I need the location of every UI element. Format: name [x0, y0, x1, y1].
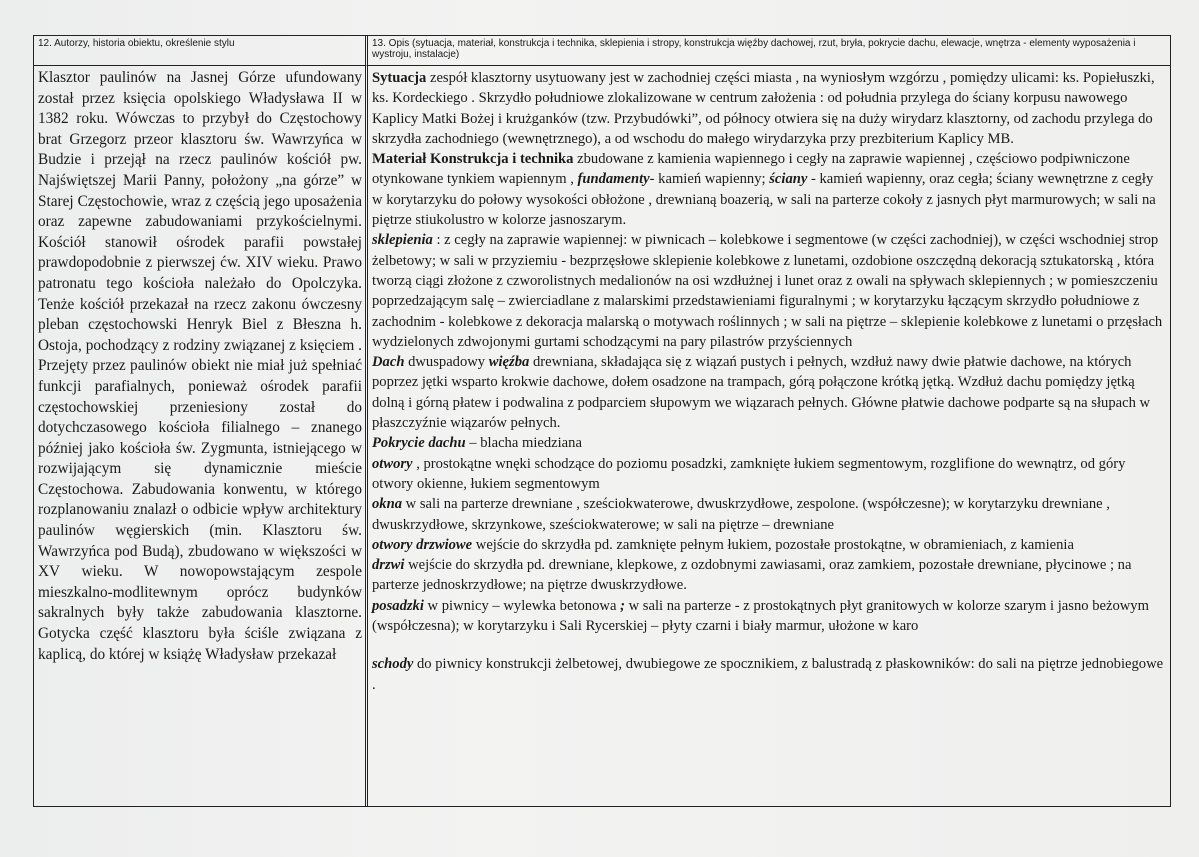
text-material-c: - kamień wapienny, oraz cegła; ściany wewnętrzne z cegły w korytarzyku do połowy wysokości obłożone , drewnianą boazerią, w sali na parterze cokoły z jasnych płyt marmurowych; w sali na piętrze stiukolustro w kolorze jasnoszarym.	[372, 171, 1156, 229]
label-fundamenty: fundamenty	[577, 171, 650, 188]
posadzki-semicolon: ;	[620, 597, 625, 614]
label-pokrycie: Pokrycie dachu	[372, 435, 466, 452]
label-otwory-drzwiowe: otwory drzwiowe	[372, 536, 473, 553]
header-history: 12. Autorzy, historia obiektu, określenie stylu	[34, 36, 368, 66]
history-text: Klasztor paulinów na Jasnej Górze ufundowany został przez księcia opolskiego Władysława II w 1382 roku. Wówczas to przybył do Częstochowy brat Grzegorz przeor klasztoru św. Wawrzyńca w Budzie i przejął na rzecz paulinów kościół pw. Najświętszej Marii Panny, położony „na górze” w Starej Częstochowie, wraz z częścią jego uposażenia oraz zapewne zabudowaniami przykościelnymi. Kościół stanowił ośrodek parafii powstałej prawdopodobnie z pierwszej ćw. XIV wieku. Prawo patronatu tego kościoła należało do Opolczyka. Tenże kościół przekazał na rzecz zakonu ówczesny pleban częstochowski Henryk Biel z Błeszna h. Ostoja, pochodzący z rodziny związanej z księciem . Przejęty przez paulinów obiekt nie miał już spełniać funkcji parafialnych, ponieważ ośrodek parafii częstochowskiej przeniesiony został do dotychczasowego kościoła filialnego – znanego później jako kościoła św. Zygmunta, istniejącego w rozwijającym się dynamicznie mieście Częstochowa. Zabudowania konwentu, w którego rozplanowaniu znalazł o odbicie wpływ architektury paulinów węgierskich (min. Klasztoru św. Wawrzyńca pod Budą), zbudowano w większości w XV wieku. W nowopowstającym zespole mieszkalno-modlitewnym oprócz budynków sakralnych były także zabudowania klasztorne. Gotycka część klasztoru była ściśle związana z kaplicą, do której w książę Władysław przekazał	[38, 69, 362, 663]
text-posadzki-b: w sali na parterze - z prostokątnych płyt granitowych w kolorze szarym i jasno beżowym (współczesna); w korytarzyku i Sali Rycerskiej – płyty czarni i biały marmur, ułożone w karo	[372, 597, 1149, 635]
section-posadzki	[372, 596, 1164, 637]
label-sklepienia: sklepienia	[372, 232, 433, 249]
text-sklepienia: : z cegły na zaprawie wapiennej: w piwnicach – kolebkowe i segmentowe (w części zachodniej), w części wschodniej strop żelbetowy; w sali w przyziemiu - bezprzęsłowe sklepienie kolebkowe z lunetami, ozdobione oszczędną dekoracją sztukatorską , która tworzą ciągi złożone z czworolistnych medalionów na osi wzdłużnej i lunet oraz z owali na spływach sklepiennych ; w pomieszczeniu poprzedzającym salę – zwierciadlane z malarskimi przedstawieniami figuralnymi ; w korytarzyku łączącym skrzydło południowe z zachodnim - kolebkowe z dekoracja malarską o motywach roślinnych ; w sali na piętrze – sklepienie kolebkowe z lunetami o przęsłach wydzielonych zdwojonymi gurtami schodzącymi na pary pilastrów przyściennych	[372, 232, 1163, 350]
history-cell	[34, 66, 368, 806]
section-otwory-drzwiowe	[372, 535, 1164, 555]
text-dach-b: drewniana, składająca się z wiązań pustych i pełnych, wzdłuż nawy dwie płatwie dachowe, na których poprzez jętki wsparto krokwie dachowe, dołem osadzone na trampach, górą połączone krótką jętką. Wzdłuż dachu pomiędzy jętką dolną i górną płatew i podwalina z podparciem słupowym we wiązarach pełnych. Główne płatwie dachowe podparte są na słupach w płaszczyźnie wiązarów pełnych.	[372, 354, 1151, 432]
text-dach-a: dwuspadowy	[404, 354, 489, 371]
text-posadzki-a: w piwnicy – wylewka betonowa	[423, 597, 621, 614]
text-material-b: - kamień wapienny;	[649, 171, 770, 188]
section-otwory	[372, 454, 1164, 495]
text-schody: do piwnicy konstrukcji żelbetowej, dwubiegowe ze spocznikiem, z balustradą z płaskowników: do sali na piętrze jednobiegowe .	[372, 656, 1164, 693]
text-material-a: zbudowane z kamienia wapiennego i cegły na zaprawie wapiennej , częściowo podpiwniczone otynkowane tynkiem wapiennym ,	[372, 151, 1130, 188]
text-okna: w sali na parterze drewniane , sześciokwaterowe, dwuskrzydłowe, zespolone. (współczesne); w korytarzyku drewniane , dwuskrzydłowe, skrzynkowe, sześciokwaterowe; w sali na piętrze – drewniane	[372, 496, 1110, 533]
text-drzwi: wejście do skrzydła pd. drewniane, klepkowe, z ozdobnymi zawiasami, oraz zamkiem, pozostałe drewniane, płycinowe ; na parterze jednoskrzydłowe; na piętrze dwuskrzydłowe.	[372, 557, 1132, 594]
label-sytuacja: Sytuacja	[372, 70, 427, 86]
spacer	[372, 636, 1164, 654]
label-drzwi: drzwi	[372, 557, 405, 574]
section-schody	[372, 654, 1164, 695]
section-drzwi	[372, 555, 1164, 596]
section-okna	[372, 494, 1164, 535]
label-otwory: otwory	[372, 455, 413, 472]
label-posadzki: posadzki	[372, 597, 424, 614]
text-otwory: , prostokątne wnęki schodzące do poziomu posadzki, zamknięte łukiem segmentowym, rozglifione do wewnątrz, od góry otwory okienne, łukiem segmentowym	[372, 455, 1126, 492]
description-cell	[368, 66, 1170, 806]
section-pokrycie	[372, 433, 1164, 453]
header-description: 13. Opis (sytuacja, materiał, konstrukcja i technika, sklepienia i stropy, konstrukcja więźby dachowej, rzut, bryła, pokrycie dachu, elewacje, wnętrza - elementy wyposażenia i wystroju, instalacje)	[368, 36, 1170, 66]
label-schody: schody	[372, 656, 414, 673]
section-dach	[372, 352, 1164, 433]
label-material: Materiał Konstrukcja i technika	[372, 151, 574, 168]
label-okna: okna	[372, 496, 403, 513]
text-otwory-drzwiowe: wejście do skrzydła pd. zamknięte pełnym łukiem, pozostałe prostokątne, w obramieniach, z kamienia	[472, 536, 1074, 553]
text-sytuacja: zespół klasztorny usytuowany jest w zachodniej części miasta , na wyniosłym wzgórzu , pomiędzy ulicami: ks. Popiełuszki, ks. Kordeckiego . Skrzydło południowe zlokalizowane w centrum założenia : od południa przylega do ściany korpusu nawowego Kaplicy Matki Bożej i krużganków (tzw. Przybudówki”, od północy otwiera się na duży wirydarz klasztorny, od zachodu przylega do skrzydła zachodniego (wewnętrznego), a od wschodu do małego wirydarzyka przy prezbiterium Kaplicy MB.	[372, 70, 1155, 147]
label-wiezba: więźba	[488, 354, 530, 371]
section-sklepienia	[372, 230, 1164, 352]
section-material	[372, 149, 1164, 230]
text-pokrycie: – blacha miedziana	[465, 435, 582, 452]
label-dach: Dach	[372, 354, 405, 371]
label-sciany: ściany	[769, 171, 808, 188]
record-table	[33, 35, 1171, 807]
section-sytuacja	[372, 68, 1164, 149]
